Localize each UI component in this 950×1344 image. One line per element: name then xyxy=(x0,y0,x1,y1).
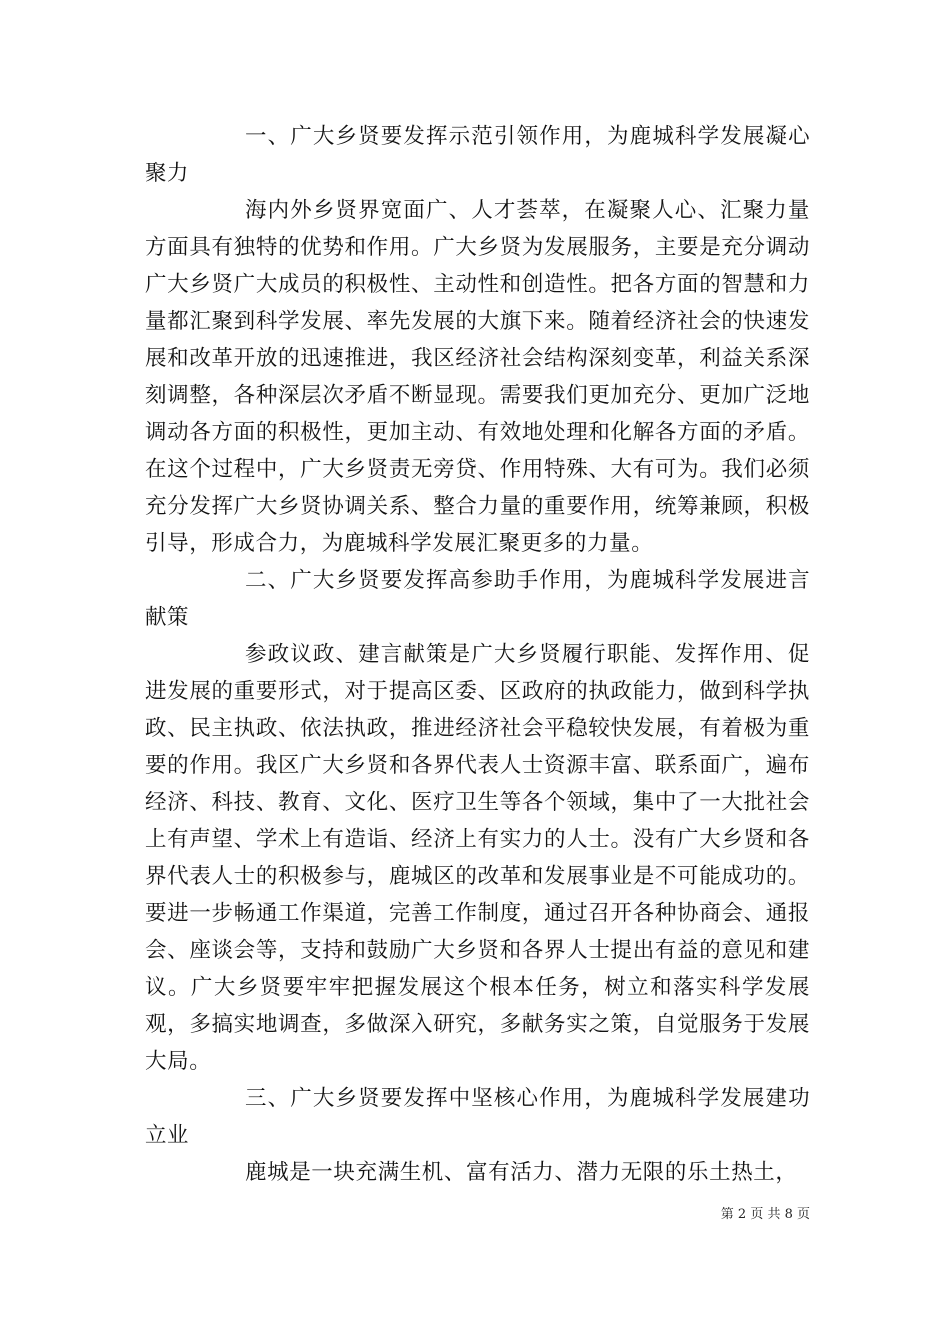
document-body xyxy=(145,118,810,1191)
section-heading-2: 二、广大乡贤要发挥高参助手作用，为鹿城科学发展进言献策 xyxy=(145,568,810,630)
body-paragraph-2: 参政议政、建言献策是广大乡贤履行职能、发挥作用、促进发展的重要形式，对于提高区委、区政府的执政能力，做到科学执政、民主执政、依法执政，推进经济社会平稳较快发展，有着极为重要的作用。我区广大乡贤和各界代表人士资源丰富、联系面广，遍布经济、科技、教育、文化、医疗卫生等各个领域，集中了一大批社会上有声望、学术上有造诣、经济上有实力的人士。没有广大乡贤和各界代表人士的积极参与，鹿城区的改革和发展事业是不可能成功的。要进一步畅通工作渠道，完善工作制度，通过召开各种协商会、通报会、座谈会等，支持和鼓励广大乡贤和各界人士提出有益的意见和建议。广大乡贤要牢牢把握发展这个根本任务，树立和落实科学发展观，多搞实地调查，多做深入研究，多献务实之策，自觉服务于发展大局。 xyxy=(145,642,810,1074)
section-heading-1: 一、广大乡贤要发挥示范引领作用，为鹿城科学发展凝心聚力 xyxy=(145,124,810,186)
body-paragraph-3: 鹿城是一块充满生机、富有活力、潜力无限的乐土热土， xyxy=(245,1160,798,1185)
page-number-footer: 第 2 页 共 8 页 xyxy=(720,1207,810,1222)
section-heading-3: 三、广大乡贤要发挥中坚核心作用，为鹿城科学发展建功立业 xyxy=(145,1086,810,1148)
body-paragraph-1: 海内外乡贤界宽面广、人才荟萃，在凝聚人心、汇聚力量方面具有独特的优势和作用。广大乡贤为发展服务，主要是充分调动广大乡贤广大成员的积极性、主动性和创造性。把各方面的智慧和力量都汇聚到科学发展、率先发展的大旗下来。随着经济社会的快速发展和改革开放的迅速推进，我区经济社会结构深刻变革，利益关系深刻调整，各种深层次矛盾不断显现。需要我们更加充分、更加广泛地调动各方面的积极性，更加主动、有效地处理和化解各方面的矛盾。在这个过程中，广大乡贤责无旁贷、作用特殊、大有可为。我们必须充分发挥广大乡贤协调关系、整合力量的重要作用，统筹兼顾，积极引导，形成合力，为鹿城科学发展汇聚更多的力量。 xyxy=(145,198,810,556)
